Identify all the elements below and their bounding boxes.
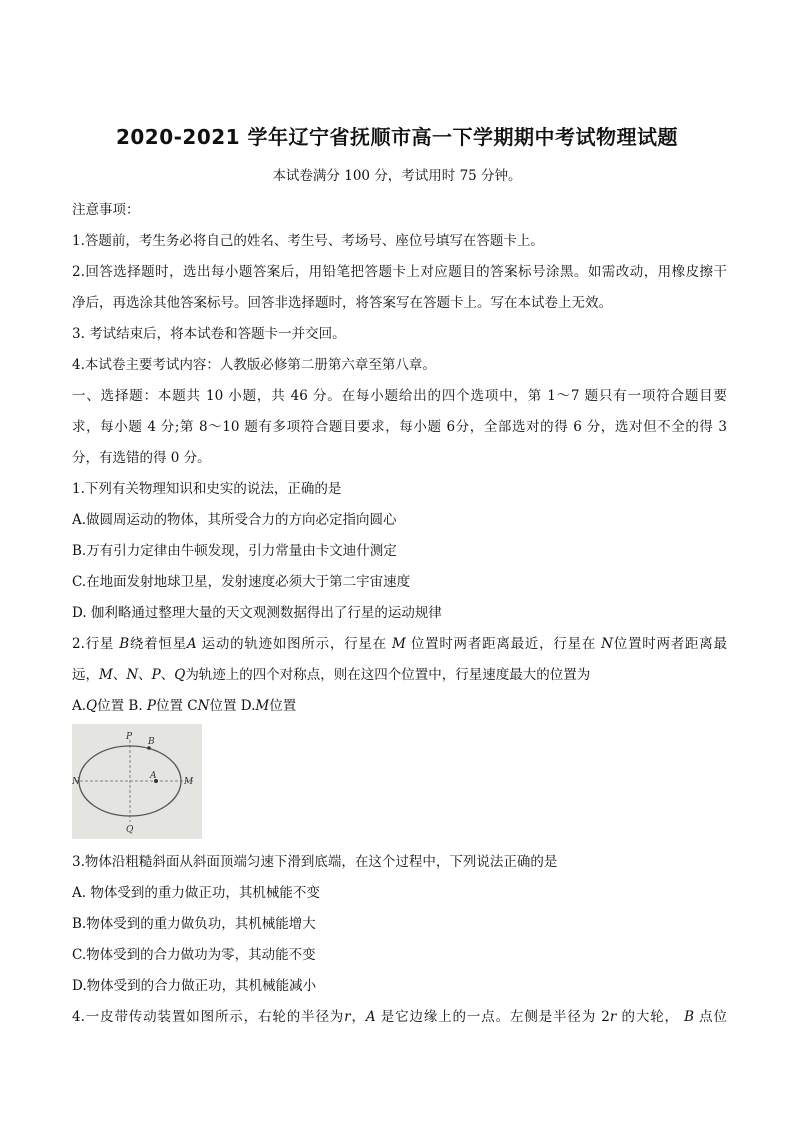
question-3-option-b: B.物体受到的重力做负功，其机械能增大 [72, 916, 316, 932]
label-m: M [184, 777, 194, 787]
question-1-option-d: D. 伽利略通过整理大量的天文观测数据得出了行星的运动规律 [72, 605, 442, 621]
section-1-line-2: 求，每小题 4 分;第 8～10 题有多项符合题目要求，每小题 6分，全部选对的得 6 分，选对但不全的得 3 [72, 419, 727, 435]
question-4-stem-line-1: 4.一皮带传动装置如图所示，右轮的半径为r，A 是它边缘上的一点。左侧是半径为 2r 的大轮， B 点位 [72, 1009, 727, 1025]
orbit-diagram [72, 724, 202, 839]
question-3-option-c: C.物体受到的合力做功为零，其动能不变 [72, 947, 316, 963]
note-4: 4.本试卷主要考试内容：人教版必修第二册第六章至第八章。 [72, 357, 436, 373]
question-3-stem: 3.物体沿粗糙斜面从斜面顶端匀速下滑到底端，在这个过程中，下列说法正确的是 [72, 854, 558, 870]
question-3-option-a: A. 物体受到的重力做正功，其机械能不变 [72, 885, 320, 901]
question-1-stem: 1.下列有关物理知识和史实的说法，正确的是 [72, 481, 342, 497]
note-3: 3. 考试结束后，将本试卷和答题卡一并交回。 [72, 326, 346, 342]
question-1-option-b: B.万有引力定律由牛顿发现，引力常量由卡文迪什测定 [72, 543, 397, 559]
question-3-option-d: D.物体受到的合力做正功，其机械能减小 [72, 978, 317, 994]
question-2-options: A.Q位置 B. P位置 CN位置 D.M位置 [72, 698, 297, 714]
section-1-line-3: 分，有选错的得 0 分。 [72, 450, 211, 466]
orbit-figure [72, 724, 202, 839]
label-a: A [150, 771, 157, 781]
exam-title: 2020-2021 学年辽宁省抚顺市高一下学期期中考试物理试题 [115, 125, 679, 149]
label-q: Q [126, 825, 134, 835]
question-2-stem-line-1: 2.行星 B绕着恒星A 运动的轨迹如图所示，行星在 M 位置时两者距离最近，行星在 N位置时两者距离最 [72, 636, 727, 652]
question-1-option-c: C.在地面发射地球卫星，发射速度必须大于第二宇宙速度 [72, 574, 411, 590]
label-p: P [126, 732, 133, 742]
question-1-option-a: A.做圆周运动的物体，其所受合力的方向必定指向圆心 [72, 512, 397, 528]
note-1: 1.答题前，考生务必将自己的姓名、考生号、考场号、座位号填写在答题卡上。 [72, 233, 544, 249]
exam-subtitle: 本试卷满分 100 分，考试用时 75 分钟。 [272, 168, 522, 184]
note-2-line-2: 净后，再选涂其他答案标号。回答非选择题时，将答案写在答题卡上。写在本试卷上无效。 [72, 295, 612, 311]
notes-heading: 注意事项： [72, 202, 140, 218]
question-2-stem-line-2: 远，M、N、P、Q为轨迹上的四个对称点，则在这四个位置中，行星速度最大的位置为 [72, 667, 591, 683]
section-1-line-1: 一、选择题：本题共 10 小题，共 46 分。在每小题给出的四个选项中，第 1～7 题只有一项符合题目要 [72, 388, 727, 404]
label-n: N [72, 777, 80, 787]
label-b: B [148, 737, 155, 747]
note-2-line-1: 2.回答选择题时，选出每小题答案后，用铅笔把答题卡上对应题目的答案标号涂黑。如需改动，用橡皮擦干 [72, 264, 727, 280]
